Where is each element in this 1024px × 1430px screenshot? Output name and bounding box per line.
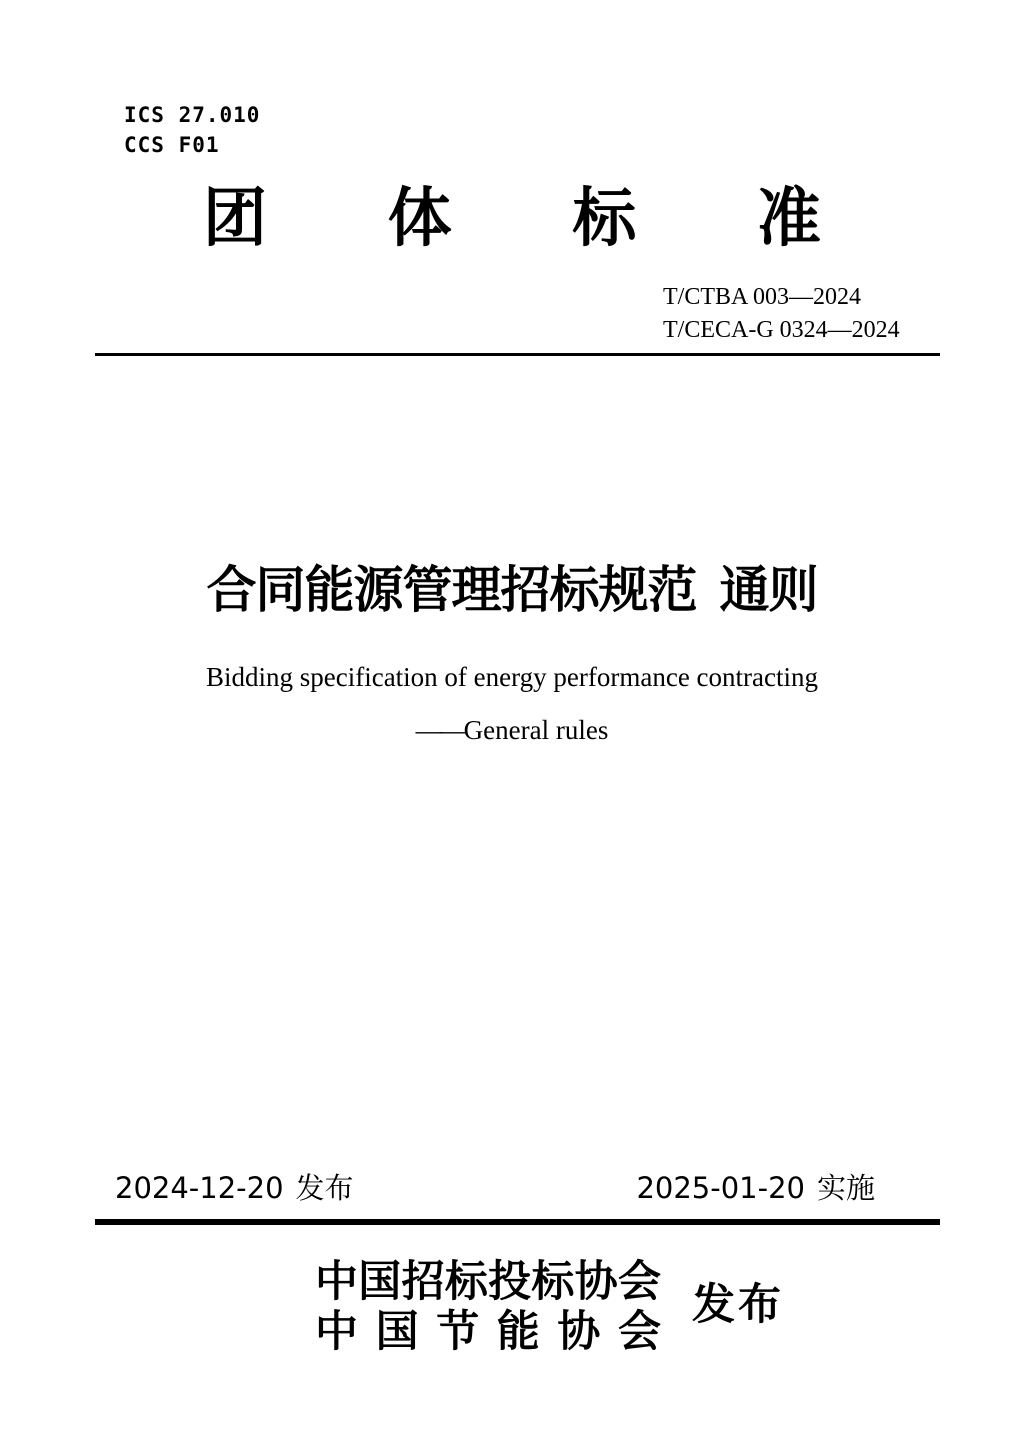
issuer-char: 会: [617, 1259, 661, 1306]
issue-date-item: [115, 1172, 354, 1204]
em-dash: ——: [415, 715, 464, 745]
standard-code-secondary: T/CECA-G 0324—2024: [663, 317, 900, 343]
doc-type-char: 准: [756, 182, 821, 254]
implement-label: 实施: [816, 1171, 875, 1205]
standard-subtitle-english: [0, 714, 1024, 746]
dates-row: [115, 1172, 875, 1204]
issuer-char: 会: [617, 1309, 661, 1356]
ics-code: ICS 27.010: [124, 103, 261, 127]
footer-divider-line: [95, 1219, 940, 1225]
issuer-char: 投: [488, 1259, 532, 1306]
header-divider-line: [95, 353, 940, 356]
doc-type-char: 标: [572, 182, 637, 254]
issuer-char: 能: [496, 1309, 540, 1356]
issuer-name-bidding-association: [315, 1261, 661, 1304]
issuer-char: 节: [436, 1309, 480, 1356]
ccs-code: CCS F01: [124, 133, 220, 157]
implement-date: 2025-01-20: [636, 1171, 805, 1205]
standard-codes: [663, 281, 900, 347]
subtitle-text: General rules: [463, 715, 609, 745]
classification-codes: [124, 100, 260, 160]
issuer-name-energy-conservation-association: [315, 1311, 661, 1354]
issuer-char: 国: [375, 1309, 419, 1356]
issuer-char: 中: [315, 1259, 358, 1306]
issuer-char: 中: [315, 1309, 358, 1356]
implement-date-item: [636, 1172, 875, 1204]
issuer-char: 标: [531, 1259, 575, 1306]
document-type-heading: [203, 182, 821, 254]
issuer-char: 招: [401, 1259, 445, 1306]
issuer-char: 标: [444, 1259, 488, 1306]
issue-date: 2024-12-20: [115, 1171, 284, 1205]
standard-title-english: Bidding specification of energy performance contracting: [205, 662, 819, 692]
doc-type-char: 体: [387, 182, 452, 254]
publish-label: 发布: [692, 1282, 784, 1329]
doc-type-char: 团: [203, 182, 267, 254]
standard-title-chinese: 合同能源管理招标规范 通则: [206, 562, 818, 618]
issuer-char: 国: [358, 1259, 402, 1306]
issuer-char: 协: [557, 1309, 601, 1356]
issuer-char: 协: [574, 1259, 618, 1306]
standard-code-primary: T/CTBA 003—2024: [663, 284, 862, 310]
issue-label: 发布: [295, 1171, 354, 1205]
